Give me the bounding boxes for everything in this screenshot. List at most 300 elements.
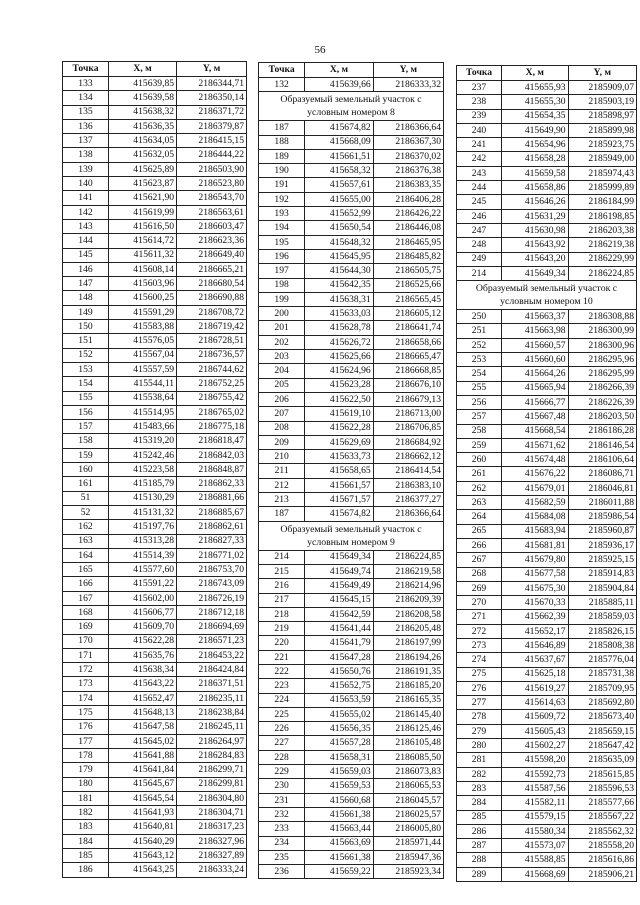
point-number: 197 (259, 264, 305, 278)
y-coordinate: 2186219,38 (568, 238, 636, 252)
table-row (63, 505, 247, 519)
y-coordinate: 2186197,99 (373, 636, 443, 650)
y-coordinate: 2186025,57 (373, 807, 443, 821)
table-row (259, 664, 444, 678)
y-coordinate: 2186713,00 (373, 407, 443, 421)
x-coordinate: 415660,68 (305, 793, 373, 807)
y-coordinate: 2186194,26 (373, 650, 443, 664)
table-row (259, 765, 444, 779)
y-coordinate: 2186744,62 (177, 362, 247, 376)
point-number: 219 (259, 622, 305, 636)
x-coordinate: 415668,69 (502, 867, 569, 881)
point-number: 216 (259, 579, 305, 593)
table-row (457, 138, 637, 152)
y-coordinate: 2185558,20 (568, 839, 636, 853)
table-row (63, 162, 247, 176)
y-coordinate: 2186073,83 (373, 765, 443, 779)
table-row (63, 205, 247, 219)
x-coordinate: 415614,63 (502, 696, 569, 710)
y-coordinate: 2185909,07 (568, 81, 636, 95)
x-coordinate: 415668,54 (502, 424, 569, 438)
x-coordinate: 415643,20 (502, 252, 569, 266)
table-row (457, 739, 637, 753)
y-coordinate: 2185859,03 (568, 610, 636, 624)
point-number: 286 (457, 824, 502, 838)
header-row (63, 62, 247, 77)
table-row (457, 724, 637, 738)
y-coordinate: 2186203,50 (568, 410, 636, 424)
x-coordinate: 415676,22 (502, 467, 569, 481)
y-coordinate: 2186366,64 (373, 507, 443, 521)
y-coordinate: 2186818,47 (177, 434, 247, 448)
y-coordinate: 2186371,51 (177, 677, 247, 691)
y-coordinate: 2186011,88 (568, 496, 636, 510)
table-row (259, 121, 444, 135)
x-coordinate: 415658,28 (502, 152, 569, 166)
point-number: 157 (63, 420, 109, 434)
x-coordinate: 415660,60 (502, 353, 569, 367)
table-row (259, 507, 444, 521)
x-coordinate: 415658,31 (305, 750, 373, 764)
point-number: 154 (63, 377, 109, 391)
table-row (259, 235, 444, 249)
x-coordinate: 415629,69 (305, 435, 373, 449)
y-coordinate: 2185808,38 (568, 638, 636, 652)
y-coordinate: 2185776,04 (568, 653, 636, 667)
point-number: 172 (63, 663, 109, 677)
point-number: 212 (259, 478, 305, 492)
x-coordinate: 415652,17 (502, 624, 569, 638)
point-number: 229 (259, 765, 305, 779)
y-coordinate: 2185562,32 (568, 824, 636, 838)
coordinates-table-1 (62, 61, 247, 878)
y-coordinate: 2186065,53 (373, 779, 443, 793)
y-coordinate: 2186350,14 (177, 91, 247, 105)
y-coordinate: 2186503,90 (177, 162, 247, 176)
x-coordinate: 415666,77 (502, 395, 569, 409)
point-number: 250 (457, 310, 502, 324)
point-number: 288 (457, 853, 502, 867)
y-coordinate: 2186219,58 (373, 564, 443, 578)
x-coordinate: 415631,29 (502, 209, 569, 223)
y-coordinate: 2186690,88 (177, 291, 247, 305)
table-row (457, 710, 637, 724)
point-number: 173 (63, 677, 109, 691)
y-coordinate: 2186765,02 (177, 405, 247, 419)
x-coordinate: 415641,84 (109, 763, 177, 777)
point-number: 198 (259, 278, 305, 292)
y-coordinate: 2186603,47 (177, 219, 247, 233)
x-coordinate: 415659,53 (305, 779, 373, 793)
y-coordinate: 2186679,13 (373, 392, 443, 406)
y-coordinate: 2185673,40 (568, 710, 636, 724)
y-coordinate: 2186371,72 (177, 105, 247, 119)
point-number: 260 (457, 453, 502, 467)
point-number: 217 (259, 593, 305, 607)
page-number: 56 (314, 44, 326, 56)
x-coordinate: 415544,11 (109, 377, 177, 391)
y-coordinate: 2186543,70 (177, 191, 247, 205)
table-row (63, 262, 247, 276)
y-coordinate: 2186665,47 (373, 350, 443, 364)
table-row (457, 581, 637, 595)
y-coordinate: 2186304,71 (177, 806, 247, 820)
y-coordinate: 2186300,96 (568, 338, 636, 352)
y-coordinate: 2186185,20 (373, 679, 443, 693)
y-coordinate: 2185647,42 (568, 739, 636, 753)
table-row (63, 119, 247, 133)
x-coordinate: 415649,90 (502, 123, 569, 137)
y-coordinate: 2186146,54 (568, 438, 636, 452)
y-coordinate: 2186842,03 (177, 448, 247, 462)
table-row (63, 777, 247, 791)
point-number: 259 (457, 438, 502, 452)
point-number: 231 (259, 793, 305, 807)
table-row (457, 324, 637, 338)
point-number: 227 (259, 736, 305, 750)
x-coordinate: 415592,73 (502, 767, 569, 781)
point-number: 202 (259, 335, 305, 349)
point-number: 280 (457, 739, 502, 753)
point-number: 191 (259, 178, 305, 192)
x-coordinate: 415667,48 (502, 410, 569, 424)
x-coordinate: 415661,38 (305, 807, 373, 821)
table-row (259, 149, 444, 163)
table-row (63, 748, 247, 762)
point-number: 181 (63, 791, 109, 805)
y-coordinate: 2185635,09 (568, 753, 636, 767)
table-row (63, 820, 247, 834)
y-coordinate: 2185906,21 (568, 867, 636, 881)
point-number: 201 (259, 321, 305, 335)
table-row (457, 424, 637, 438)
table-row (259, 392, 444, 406)
table-row (63, 763, 247, 777)
x-coordinate: 415647,28 (305, 650, 373, 664)
y-coordinate: 2185899,98 (568, 123, 636, 137)
x-coordinate: 415641,44 (305, 622, 373, 636)
x-coordinate: 415654,96 (502, 138, 569, 152)
y-coordinate: 2186299,81 (177, 777, 247, 791)
table-row (63, 834, 247, 848)
table-row (63, 177, 247, 191)
x-coordinate: 415626,72 (305, 335, 373, 349)
point-number: 174 (63, 691, 109, 705)
table-row (457, 553, 637, 567)
point-number: 271 (457, 610, 502, 624)
y-coordinate: 2186665,21 (177, 262, 247, 276)
point-number: 262 (457, 481, 502, 495)
table-row (259, 407, 444, 421)
table-row (457, 238, 637, 252)
header-y: Y, м (373, 63, 443, 78)
x-coordinate: 415602,00 (109, 591, 177, 605)
point-number: 214 (457, 266, 502, 280)
x-coordinate: 415640,81 (109, 820, 177, 834)
y-coordinate: 2186649,40 (177, 248, 247, 262)
y-coordinate: 2186862,33 (177, 477, 247, 491)
y-coordinate: 2186446,08 (373, 221, 443, 235)
x-coordinate: 415643,25 (109, 863, 177, 877)
header-x: X, м (305, 63, 373, 78)
y-coordinate: 2186848,87 (177, 463, 247, 477)
point-number: 256 (457, 395, 502, 409)
x-coordinate: 415679,80 (502, 553, 569, 567)
y-coordinate: 2186367,30 (373, 135, 443, 149)
x-coordinate: 415664,26 (502, 367, 569, 381)
point-number: 272 (457, 624, 502, 638)
x-coordinate: 415642,35 (305, 278, 373, 292)
x-coordinate: 415661,51 (305, 149, 373, 163)
y-coordinate: 2186505,75 (373, 264, 443, 278)
table-row (259, 564, 444, 578)
table-row (457, 266, 637, 280)
x-coordinate: 415657,28 (305, 736, 373, 750)
point-number: 153 (63, 362, 109, 376)
y-coordinate: 2186366,64 (373, 121, 443, 135)
y-coordinate: 2186719,42 (177, 320, 247, 334)
table-row (63, 734, 247, 748)
point-number: 287 (457, 839, 502, 853)
y-coordinate: 2186426,22 (373, 207, 443, 221)
point-number: 141 (63, 191, 109, 205)
x-coordinate: 415681,81 (502, 538, 569, 552)
point-number: 211 (259, 464, 305, 478)
table-row (259, 450, 444, 464)
table-row (63, 277, 247, 291)
y-coordinate: 2186165,35 (373, 693, 443, 707)
table-row (259, 750, 444, 764)
point-number: 146 (63, 262, 109, 276)
point-number: 158 (63, 434, 109, 448)
x-coordinate: 415319,20 (109, 434, 177, 448)
x-coordinate: 415588,85 (502, 853, 569, 867)
table-row (63, 362, 247, 376)
point-number: 187 (259, 121, 305, 135)
point-number: 247 (457, 223, 502, 237)
x-coordinate: 415645,95 (305, 249, 373, 263)
table-row (63, 391, 247, 405)
point-number: 214 (259, 550, 305, 564)
table-row (63, 477, 247, 491)
x-coordinate: 415636,35 (109, 119, 177, 133)
point-number: 277 (457, 696, 502, 710)
point-number: 205 (259, 378, 305, 392)
x-coordinate: 415639,66 (305, 78, 373, 92)
y-coordinate: 2186145,40 (373, 707, 443, 721)
point-number: 232 (259, 807, 305, 821)
table-row (457, 195, 637, 209)
x-coordinate: 415223,58 (109, 463, 177, 477)
y-coordinate: 2185898,97 (568, 109, 636, 123)
table-row (63, 305, 247, 319)
y-coordinate: 2186106,64 (568, 453, 636, 467)
table-row (457, 467, 637, 481)
point-number: 220 (259, 636, 305, 650)
x-coordinate: 415655,00 (305, 192, 373, 206)
y-coordinate: 2186775,18 (177, 420, 247, 434)
x-coordinate: 415658,32 (305, 164, 373, 178)
point-number: 168 (63, 605, 109, 619)
point-number: 210 (259, 450, 305, 464)
x-coordinate: 415619,27 (502, 681, 569, 695)
point-number: 135 (63, 105, 109, 119)
y-coordinate: 2186214,96 (373, 579, 443, 593)
point-number: 230 (259, 779, 305, 793)
x-coordinate: 415652,47 (109, 691, 177, 705)
y-coordinate: 2185659,15 (568, 724, 636, 738)
x-coordinate: 415587,56 (502, 781, 569, 795)
x-coordinate: 415662,39 (502, 610, 569, 624)
x-coordinate: 415602,27 (502, 739, 569, 753)
x-coordinate: 415642,59 (305, 607, 373, 621)
table-row (457, 753, 637, 767)
table-row (63, 677, 247, 691)
point-number: 136 (63, 119, 109, 133)
x-coordinate: 415644,30 (305, 264, 373, 278)
y-coordinate: 2186728,51 (177, 334, 247, 348)
x-coordinate: 415645,02 (109, 734, 177, 748)
point-number: 134 (63, 91, 109, 105)
x-coordinate: 415603,96 (109, 277, 177, 291)
x-coordinate: 415619,10 (305, 407, 373, 421)
point-number: 207 (259, 407, 305, 421)
x-coordinate: 415653,59 (305, 693, 373, 707)
x-coordinate: 415650,54 (305, 221, 373, 235)
table-row (63, 605, 247, 619)
section-row (259, 521, 444, 550)
header-row (259, 63, 444, 78)
y-coordinate: 2186264,97 (177, 734, 247, 748)
x-coordinate: 415679,01 (502, 481, 569, 495)
x-coordinate: 415242,46 (109, 448, 177, 462)
y-coordinate: 2186333,24 (177, 863, 247, 877)
y-coordinate: 2186224,85 (373, 550, 443, 564)
x-coordinate: 415658,86 (502, 181, 569, 195)
point-number: 224 (259, 693, 305, 707)
table-row (457, 839, 637, 853)
point-number: 283 (457, 781, 502, 795)
point-number: 215 (259, 564, 305, 578)
point-number: 267 (457, 553, 502, 567)
point-number: 278 (457, 710, 502, 724)
x-coordinate: 415639,85 (109, 77, 177, 91)
table-row (259, 421, 444, 435)
point-number: 167 (63, 591, 109, 605)
point-number: 243 (457, 166, 502, 180)
y-coordinate: 2186684,92 (373, 435, 443, 449)
y-coordinate: 2185949,00 (568, 152, 636, 166)
x-coordinate: 415674,82 (305, 121, 373, 135)
y-coordinate: 2186641,74 (373, 321, 443, 335)
table-row (259, 850, 444, 864)
x-coordinate: 415659,22 (305, 865, 373, 879)
point-number: 178 (63, 748, 109, 762)
x-coordinate: 415675,30 (502, 581, 569, 595)
y-coordinate: 2186662,12 (373, 450, 443, 464)
point-number: 190 (259, 164, 305, 178)
x-coordinate: 415577,60 (109, 563, 177, 577)
x-coordinate: 415670,33 (502, 596, 569, 610)
table-row (63, 405, 247, 419)
coordinates-table-2 (258, 62, 444, 879)
point-number: 165 (63, 563, 109, 577)
point-number: 245 (457, 195, 502, 209)
table-row (457, 338, 637, 352)
x-coordinate: 415624,96 (305, 364, 373, 378)
y-coordinate: 2185616,86 (568, 853, 636, 867)
table-row (259, 793, 444, 807)
y-coordinate: 2186885,67 (177, 505, 247, 519)
y-coordinate: 2185904,84 (568, 581, 636, 595)
point-number: 236 (259, 865, 305, 879)
x-coordinate: 415621,90 (109, 191, 177, 205)
x-coordinate: 415576,05 (109, 334, 177, 348)
y-coordinate: 2186485,82 (373, 249, 443, 263)
table-row (259, 249, 444, 263)
point-number: 251 (457, 324, 502, 338)
x-coordinate: 415616,50 (109, 219, 177, 233)
section-title: Образуемый земельный участок с условным номером 8 (259, 92, 444, 121)
y-coordinate: 2186238,84 (177, 706, 247, 720)
table-row (63, 448, 247, 462)
x-coordinate: 415185,79 (109, 477, 177, 491)
section-title: Образуемый земельный участок с условным номером 9 (259, 521, 444, 550)
x-coordinate: 415623,87 (109, 177, 177, 191)
point-number: 142 (63, 205, 109, 219)
y-coordinate: 2186327,96 (177, 834, 247, 848)
header-y: Y, м (568, 66, 636, 81)
y-coordinate: 2186712,18 (177, 605, 247, 619)
table-row (259, 493, 444, 507)
y-coordinate: 2186565,45 (373, 292, 443, 306)
table-row (259, 722, 444, 736)
x-coordinate: 415663,37 (502, 310, 569, 324)
table-row (63, 334, 247, 348)
x-coordinate: 415622,28 (109, 634, 177, 648)
point-number: 261 (457, 467, 502, 481)
x-coordinate: 415611,32 (109, 248, 177, 262)
table-row (63, 720, 247, 734)
point-number: 133 (63, 77, 109, 91)
x-coordinate: 415483,66 (109, 420, 177, 434)
y-coordinate: 2186105,48 (373, 736, 443, 750)
table-row (259, 350, 444, 364)
y-coordinate: 2186680,54 (177, 277, 247, 291)
y-coordinate: 2186344,71 (177, 77, 247, 91)
table-row (259, 707, 444, 721)
table-row (63, 191, 247, 205)
x-coordinate: 415579,15 (502, 810, 569, 824)
table-row (457, 252, 637, 266)
table-row (259, 650, 444, 664)
point-number: 218 (259, 607, 305, 621)
y-coordinate: 2186379,87 (177, 119, 247, 133)
table-row (63, 591, 247, 605)
x-coordinate: 415658,65 (305, 464, 373, 478)
table-row (63, 420, 247, 434)
x-coordinate: 415583,88 (109, 320, 177, 334)
y-coordinate: 2186045,57 (373, 793, 443, 807)
y-coordinate: 2186708,72 (177, 305, 247, 319)
x-coordinate: 415659,58 (502, 166, 569, 180)
y-coordinate: 2186525,66 (373, 278, 443, 292)
y-coordinate: 2186605,12 (373, 307, 443, 321)
point-number: 138 (63, 148, 109, 162)
table-row (259, 679, 444, 693)
section-title: Образуемый земельный участок с условным номером 10 (457, 281, 637, 310)
table-row (63, 520, 247, 534)
